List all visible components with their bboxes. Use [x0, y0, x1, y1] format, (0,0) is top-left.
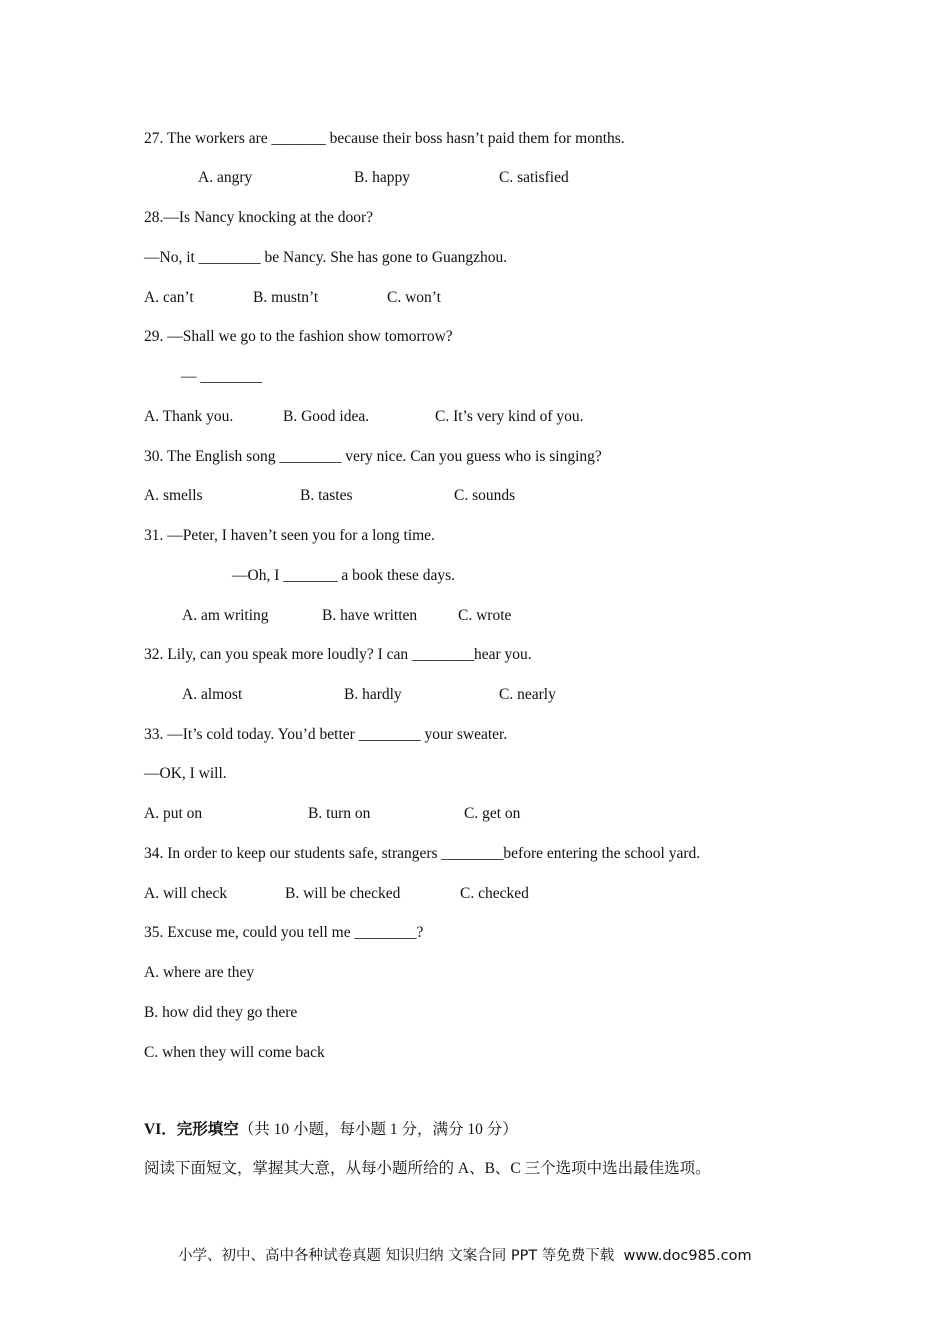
q29-option-a: A. Thank you. [144, 408, 234, 425]
q27-option-c: C. satisfied [499, 169, 569, 186]
question-27-stem: 27. The workers are _______ because their boss hasn’t paid them for months. [144, 130, 625, 147]
q30-option-a: A. smells [144, 487, 203, 504]
question-32-stem: 32. Lily, can you speak more loudly? I can ________hear you. [144, 646, 532, 663]
q34-option-b: B. will be checked [285, 885, 401, 902]
section-title: VI．完形填空 [144, 1121, 239, 1138]
question-30-stem: 30. The English song ________ very nice. Can you guess who is singing? [144, 448, 602, 465]
q28-option-a: A. can’t [144, 289, 194, 306]
q34-option-c: C. checked [460, 885, 529, 902]
section-heading [144, 1120, 518, 1140]
q32-option-a: A. almost [182, 686, 243, 703]
q27-option-b: B. happy [354, 169, 410, 186]
q29-option-c: C. It’s very kind of you. [435, 408, 584, 425]
q31-option-c: C. wrote [458, 607, 512, 624]
q29-option-b: B. Good idea. [283, 408, 370, 425]
q35-option-b: B. how did they go there [144, 1004, 298, 1021]
q27-option-a: A. angry [198, 169, 253, 186]
question-28-reply: —No, it ________ be Nancy. She has gone to Guangzhou. [144, 249, 508, 266]
question-34-stem: 34. In order to keep our students safe, strangers ________before entering the school yard. [144, 845, 701, 862]
section-note: （共 10 小题，每小题 1 分，满分 10 分） [238, 1121, 518, 1138]
section-instruction: 阅读下面短文，掌握其大意，从每小题所给的 A、B、C 三个选项中选出最佳选项。 [144, 1160, 711, 1177]
q31-option-b: B. have written [322, 607, 418, 624]
q33-option-b: B. turn on [308, 805, 371, 822]
q33-option-a: A. put on [144, 805, 203, 822]
question-29-reply: — ________ [181, 368, 263, 385]
q31-option-a: A. am writing [182, 607, 269, 624]
q30-option-b: B. tastes [300, 487, 353, 504]
page-footer: 小学、初中、高中各种试卷真题 知识归纳 文案合同 PPT 等免费下载 www.doc985.com [178, 1248, 752, 1264]
question-31-reply: —Oh, I _______ a book these days. [232, 567, 455, 584]
question-28-stem: 28.—Is Nancy knocking at the door? [144, 209, 373, 226]
q28-option-b: B. mustn’t [253, 289, 319, 306]
q33-option-c: C. get on [464, 805, 521, 822]
question-29-stem: 29. —Shall we go to the fashion show tomorrow? [144, 328, 453, 345]
question-31-stem: 31. —Peter, I haven’t seen you for a long time. [144, 527, 435, 544]
q32-option-c: C. nearly [499, 686, 556, 703]
q32-option-b: B. hardly [344, 686, 402, 703]
q30-option-c: C. sounds [454, 487, 516, 504]
q35-option-c: C. when they will come back [144, 1044, 325, 1061]
question-33-reply: —OK, I will. [144, 765, 227, 782]
q28-option-c: C. won’t [387, 289, 441, 306]
q34-option-a: A. will check [144, 885, 228, 902]
q35-option-a: A. where are they [144, 964, 255, 981]
question-33-stem: 33. —It’s cold today. You’d better ________ your sweater. [144, 726, 508, 743]
question-35-stem: 35. Excuse me, could you tell me ________? [144, 924, 424, 941]
